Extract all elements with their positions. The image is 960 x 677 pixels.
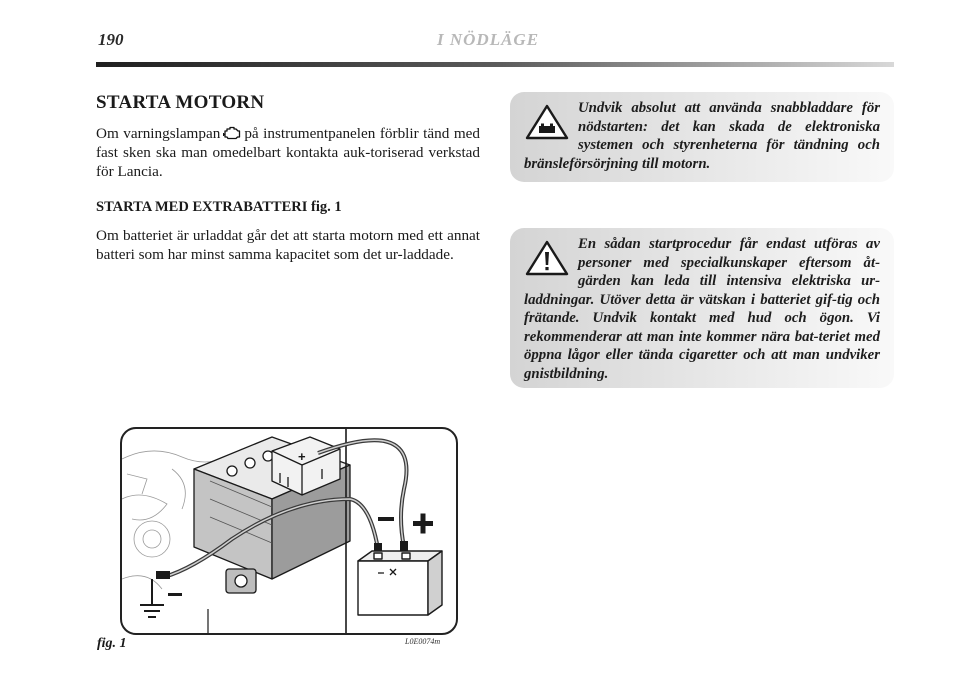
exclamation-warning-icon [524,239,570,277]
warning-box-procedure [510,228,894,388]
paragraph-warning-lamp [96,124,480,181]
subsection-title: STARTA MED EXTRABATTERI fig. 1 [96,199,342,215]
paragraph-text-end: på instrumentpanelen förblir tänd med fast sken ska man omedelbart kontakta auk-toriserad verkstad för Lancia. [96,125,480,180]
figure-code: L0E0074m [405,637,441,646]
page-number: 190 [98,30,124,49]
warning-text-procedure: En sådan startprocedur får endast utföras av personer med specialkunskaper eftersom åt-gärden kan leda till intensiva elektriska ur-laddningar. Utöver detta är vätskan i batteriet gif-tig och frätande. Undvik kontakt med hud och ögon. Vi rekommenderar att man inte kommer nära bat-teriet med öppna lågor eller tända cigaretter och att man undviker gnistbildning. [524,236,880,382]
engine-warning-lamp-icon [223,125,241,141]
warning-box-fast-charger [510,92,894,182]
section-title: STARTA MOTORN [96,92,265,113]
car-battery-warning-icon [524,103,570,141]
paragraph-extra-battery: Om batteriet är urladdat går det att starta motorn med ett annat batteri som har minst samma kapacitet som det ur-laddade. [96,227,480,263]
figure-jump-start-illustration [120,427,458,635]
jump-start-diagram [122,429,456,633]
header-rule [96,62,894,67]
paragraph-text-start: Om varningslampan [96,125,221,142]
warning-text-fast-charger: Undvik absolut att använda snabbladdare för nödstarten: det kan skada de elektroniska systemen och styrenheterna för tändning och bränsleförsörjning till motorn. [524,100,880,172]
chapter-title: I NÖDLÄGE [437,30,540,49]
warning-box-content [524,99,880,173]
figure-caption: fig. 1 [97,636,127,651]
battery-plus-mark: + [298,449,306,464]
warning-box-content [524,235,880,383]
